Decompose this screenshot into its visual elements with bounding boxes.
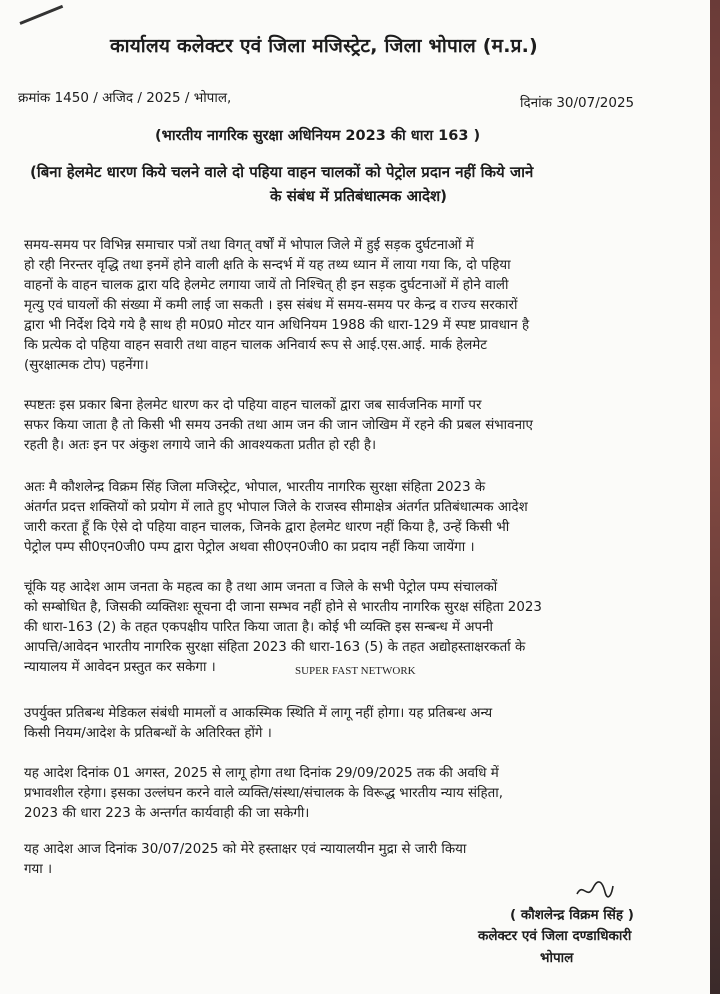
order-date: दिनांक 30/07/2025 <box>520 95 635 111</box>
subject-line-1: (बिना हेलमेट धारण किये चलने वाले दो पहिया वाहन चालकों को पेट्रोल प्रदान नहीं किये जाने <box>30 163 534 181</box>
paragraph-6: यह आदेश दिनांक 01 अगस्त, 2025 से लागू होगा तथा दिनांक 29/09/2025 तक की अवधि में प्रभावशील रहेगा। इसका उल्लंघन करने वाले व्यक्ति/संस्था/संचालक के विरूद्ध भारतीय न्याय संहिता, 2023 की धारा 223 के अन्तर्गत कार्यवाही की जा सकेगी। <box>24 766 503 821</box>
paragraph-5: उपर्युक्त प्रतिबन्ध मेडिकल संबंधी मामलों व आकस्मिक स्थिति में लागू नहीं होगा। यह प्रतिबन्ध अन्य किसी नियम/आदेश के प्रतिबन्धों के अतिरिक्त होंगे । <box>24 706 493 741</box>
paragraph-2: स्पष्टतः इस प्रकार बिना हेलमेट धारण कर दो पहिया वाहन चालकों द्वारा जब सार्वजनिक मार्गो पर सफर किया जाता है तो किसी भी समय उनकी तथा आम जन की जान जोखिम में रहने की प्रबल संभावनाए रहती है। अतः इन पर अंकुश लगाये जाने की आवश्यकता प्रतीत हो रही है। <box>24 398 533 453</box>
section-line: (भारतीय नागरिक सुरक्षा अधिनियम 2023 की धारा 163 ) <box>155 128 481 144</box>
office-heading: कार्यालय कलेक्टर एवं जिला मजिस्ट्रेट, जिला भोपाल (म.प्र.) <box>110 35 538 57</box>
reference-number: क्रमांक 1450 / अजिद / 2025 / भोपाल, <box>18 90 232 106</box>
paragraph-7: यह आदेश आज दिनांक 30/07/2025 को मेरे हस्ताक्षर एवं न्यायालयीन मुद्रा से जारी किया गया । <box>24 842 467 877</box>
signatory-place: भोपाल <box>540 950 574 966</box>
pen-mark <box>19 5 63 25</box>
signatory-designation: कलेक्टर एवं जिला दण्डाधिकारी <box>478 928 632 944</box>
background-edge <box>710 0 720 994</box>
watermark-text: SUPER FAST NETWORK <box>295 665 416 677</box>
paragraph-1: समय-समय पर विभिन्न समाचार पत्रों तथा विगत् वर्षों में भोपाल जिले में हुई सड़क दुर्घटनाओं में हो रही निरन्तर वृद्धि तथा इनमें होने वाली क्षति के सन्दर्भ में यह तथ्य ध्यान में लाया गया कि, दो पहिया वाहनों के वाहन चालक द्वारा यदि हेलमेट लगाया जायें तो निश्चित् ही इन सड़क दुर्घटनाओं में होने वाली मृत्यु एवं घायलों की संख्या में कमी लाई जा सकती । इस संबंध में समय-समय पर केन्द्र व राज्य सरकारों द्वारा भी निर्देश दिये गये है साथ ही म0प्र0 मोटर यान अधिनियम 1988 की धारा-129 में स्पष्ट प्रावधान है कि प्रत्येक दो पहिया वाहन सवारी तथा वाहन चालक अनिवार्य रूप से आई.एस.आई. मार्क हेलमेट (सुरक्षात्मक टोप) पहनेंगा। <box>24 238 530 373</box>
signatory-name: ( कौशलेन्द्र विक्रम सिंह ) <box>510 907 634 923</box>
paragraph-4: चूंकि यह आदेश आम जनता के महत्व का है तथा आम जनता व जिले के सभी पेट्रोल पम्प संचालकों को सम्बोधित है, जिसकी व्यक्तिशः सूचना दी जाना सम्भव नहीं होने से भारतीय नागरिक सुरक्ष संहिता 2023 की धारा-163 (2) के तहत एकपक्षीय पारित किया जाता है। कोई भी व्यक्ति इस सन्बन्ध में अपनी आपत्ति/आवेदन भारतीय नागरिक सुरक्षा संहिता 2023 की धारा-163 (5) के तहत अद्योहस्ताक्षरकर्ता के न्यायालय में आवेदन प्रस्तुत कर सकेगा । <box>24 580 542 675</box>
paragraph-3: अतः मै कौशलेन्द्र विक्रम सिंह जिला मजिस्ट्रेट, भोपाल, भारतीय नागरिक सुरक्षा संहिता 2023 के अंतर्गत प्रदत्त शक्तियों को प्रयोग में लाते हुए भोपाल जिले के राजस्व सीमाक्षेत्र अंतर्गत प्रतिबंधात्मक आदेश जारी करता हूँ कि ऐसे दो पहिया वाहन चालक, जिनके द्वारा हेलमेट धारण नहीं किया है, उन्हें किसी भी पेट्रोल पम्प सी0एन0जी0 पम्प द्वारा पेट्रोल अथवा सी0एन0जी0 का प्रदाय नहीं किया जायेंगा । <box>24 480 528 555</box>
subject-line-2: के संबंध में प्रतिबंधात्मक आदेश) <box>270 187 448 205</box>
handwritten-signature <box>575 880 615 902</box>
